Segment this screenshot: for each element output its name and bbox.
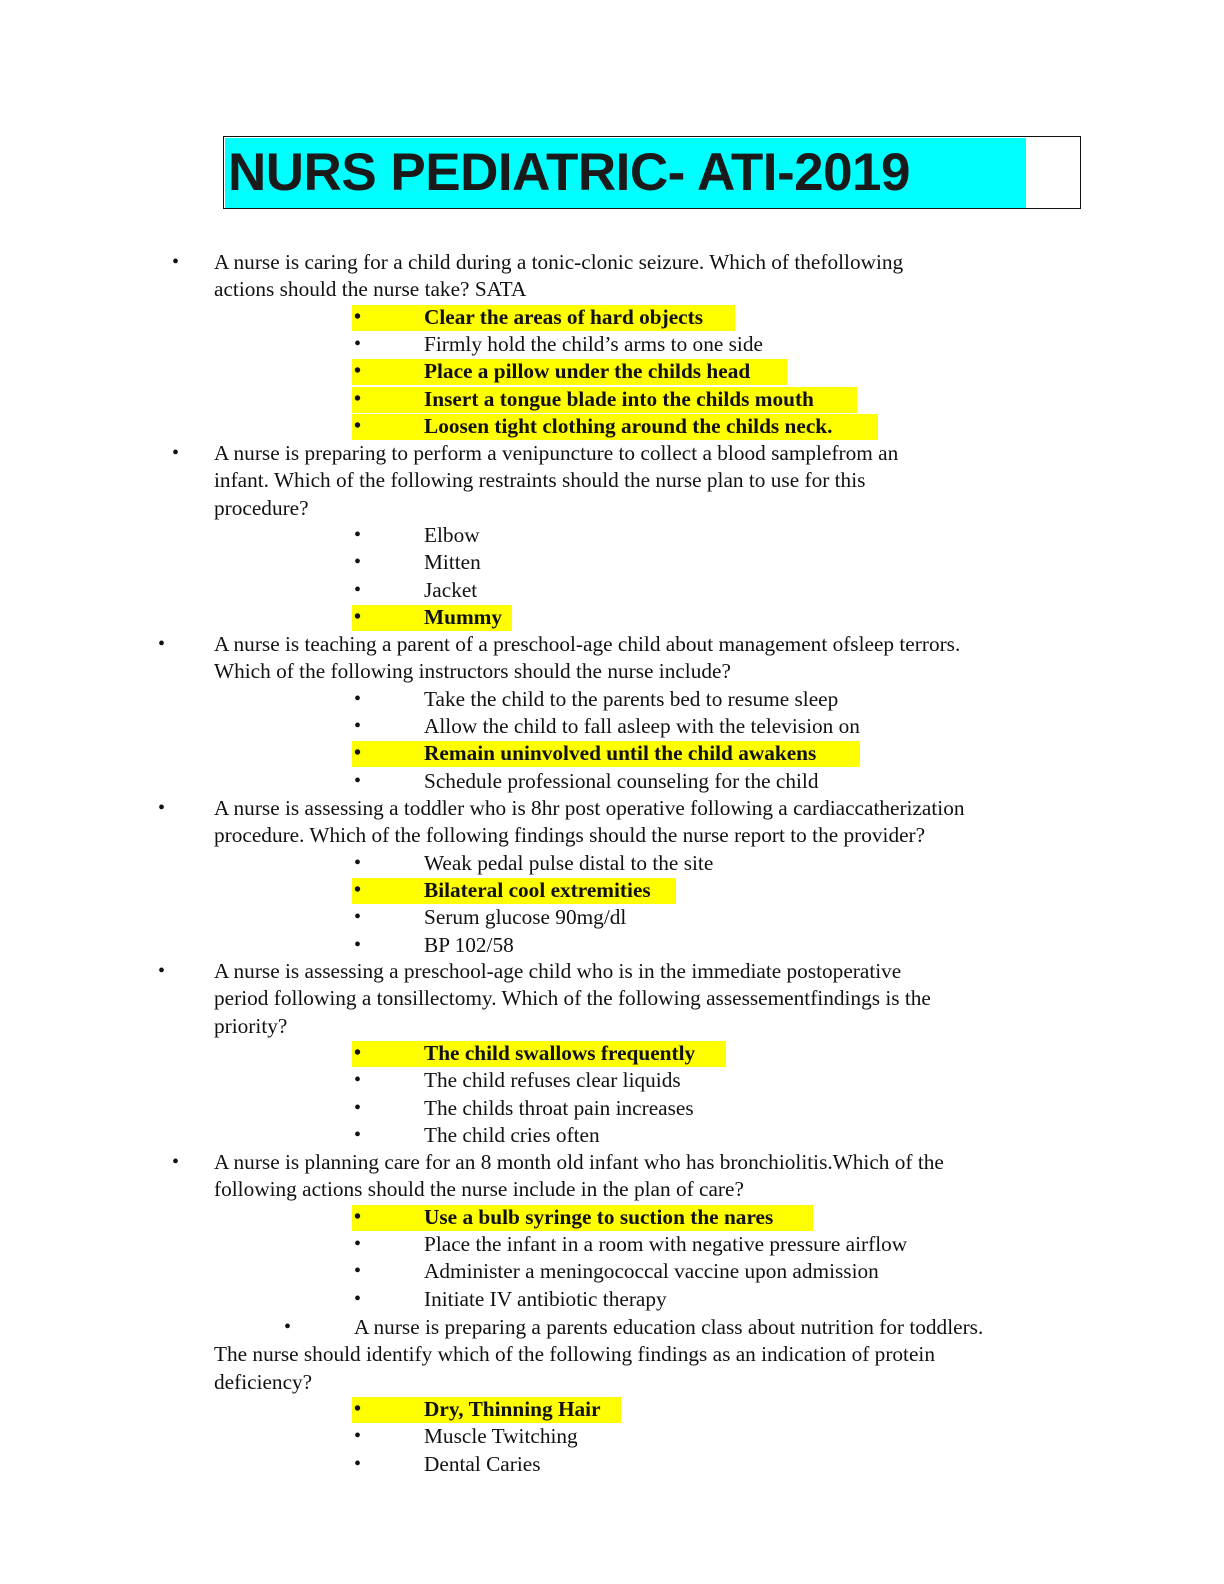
answer-option: Jacket [424,577,478,602]
question-text: A nurse is teaching a parent of a preschool-age child about management ofsleep terrors. [214,632,961,656]
option-bullet: • [354,551,362,574]
question-text: procedure? [214,495,309,520]
question-bullet: • [172,442,180,464]
title-box [223,136,1081,209]
answer-option: Firmly hold the child’s arms to one side [424,331,763,356]
correct-answer-option: Bilateral cool extremities [424,877,651,902]
question-text: procedure. Which of the following findings should the nurse report to the provider? [214,823,926,848]
option-bullet: • [354,906,362,929]
option-bullet: • [354,523,362,546]
option-bullet: • [354,851,362,874]
correct-answer-option: Place a pillow under the childs head [424,359,751,384]
option-bullet: • [354,1232,362,1255]
question-text: A nurse is assessing a preschool-age child who is in the immediate postoperative [214,959,902,983]
question-text: infant. Which of the following restraints should the nurse plan to use for this [214,468,866,493]
answer-option: Mitten [424,550,481,575]
option-bullet: • [354,878,362,901]
question-text: Which of the following instructors should the nurse include? [214,659,731,684]
question-bullet: • [158,960,166,982]
question-text: A nurse is preparing a parents education class about nutrition for toddlers. [354,1315,984,1339]
question-text: actions should the nurse take? SATA [214,277,527,302]
question-bullet: • [158,633,166,655]
correct-answer-option: Use a bulb syringe to suction the nares [424,1204,774,1229]
option-bullet: • [354,687,362,710]
answer-option: Administer a meningococcal vaccine upon admission [424,1259,879,1284]
question-text: following actions should the nurse include in the plan of care? [214,1177,744,1202]
answer-option: Take the child to the parents bed to resume sleep [424,686,839,711]
option-bullet: • [354,1041,362,1064]
question-bullet: • [284,1316,292,1338]
question-bullet: • [172,251,180,273]
option-bullet: • [354,360,362,383]
question-text: The nurse should identify which of the following findings as an indication of protein [214,1342,935,1367]
option-bullet: • [354,1123,362,1146]
correct-answer-option: Insert a tongue blade into the childs mouth [424,386,814,411]
option-bullet: • [354,332,362,355]
option-bullet: • [354,1425,362,1448]
option-bullet: • [354,305,362,328]
question-text: A nurse is preparing to perform a venipuncture to collect a blood samplefrom an [214,441,899,465]
option-bullet: • [354,933,362,956]
page-title: NURS PEDIATRIC- ATI-2019 [228,143,910,202]
option-bullet: • [354,414,362,437]
question-text: priority? [214,1013,288,1038]
answer-option: Weak pedal pulse distal to the site [424,850,714,875]
question-bullet: • [172,1151,180,1173]
question-text: A nurse is assessing a toddler who is 8hr post operative following a cardiaccatherization [214,796,965,820]
question-text: deficiency? [214,1369,313,1394]
option-bullet: • [354,1452,362,1475]
question-text: period following a tonsillectomy. Which of the following assessementfindings is the [214,986,931,1011]
option-bullet: • [354,1096,362,1119]
answer-option: The childs throat pain increases [424,1095,694,1120]
option-bullet: • [354,578,362,601]
answer-option: Initiate IV antibiotic therapy [424,1286,667,1311]
answer-option: Schedule professional counseling for the child [424,768,819,793]
answer-option: Allow the child to fall asleep with the television on [424,713,860,738]
option-bullet: • [354,605,362,628]
correct-answer-option: The child swallows frequently [424,1040,696,1065]
correct-answer-option: Remain uninvolved until the child awakens [424,741,817,766]
answer-option: The child cries often [424,1122,600,1147]
option-bullet: • [354,769,362,792]
correct-answer-option: Mummy [424,604,503,629]
correct-answer-option: Clear the areas of hard objects [424,304,703,329]
answer-option: Dental Caries [424,1451,541,1476]
answer-option: Serum glucose 90mg/dl [424,905,627,930]
option-bullet: • [354,1205,362,1228]
answer-option: BP 102/58 [424,932,514,957]
answer-option: The child refuses clear liquids [424,1068,681,1093]
option-bullet: • [354,1287,362,1310]
option-bullet: • [354,1260,362,1283]
option-bullet: • [354,714,362,737]
answer-option: Place the infant in a room with negative pressure airflow [424,1231,908,1256]
option-bullet: • [354,387,362,410]
question-text: A nurse is caring for a child during a tonic-clonic seizure. Which of thefollowing [214,250,904,274]
answer-option: Elbow [424,522,480,547]
option-bullet: • [354,1069,362,1092]
correct-answer-option: Loosen tight clothing around the childs neck. [424,413,833,438]
question-text: A nurse is planning care for an 8 month old infant who has bronchiolitis.Which of the [214,1150,944,1174]
option-bullet: • [354,742,362,765]
option-bullet: • [354,1397,362,1420]
correct-answer-option: Dry, Thinning Hair [424,1396,601,1421]
answer-option: Muscle Twitching [424,1424,578,1449]
question-bullet: • [158,797,166,819]
